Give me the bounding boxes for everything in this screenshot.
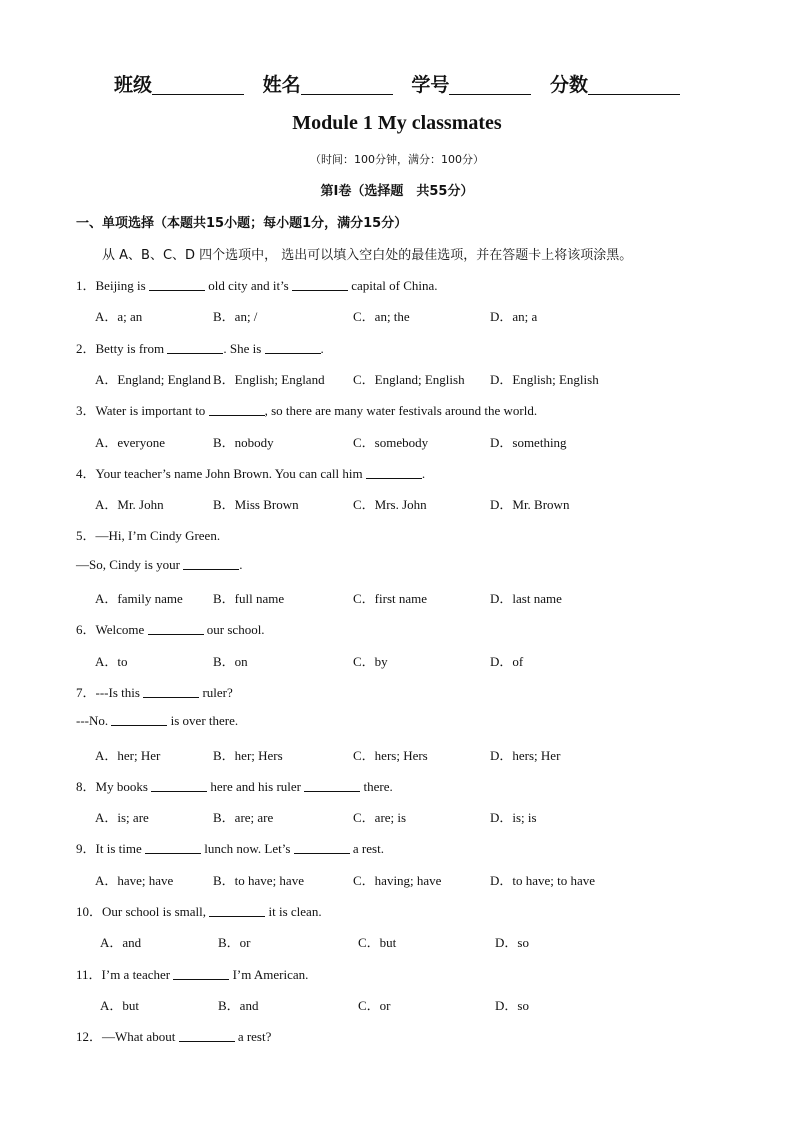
name-label: 姓名 (262, 74, 301, 96)
answer-blank[interactable] (179, 1029, 235, 1042)
stem-text: Water is important to (95, 403, 209, 419)
answer-option-d[interactable]: D．something (490, 434, 567, 450)
stem-text: Welcome (95, 622, 148, 638)
answer-option-a[interactable]: A．everyone (95, 434, 166, 450)
question-stem (76, 525, 220, 544)
score-label: 分数 (549, 74, 588, 96)
answer-option-c[interactable]: C．England; English (353, 371, 465, 387)
student-id-blank[interactable] (449, 74, 531, 95)
answer-option-a[interactable]: A．have; have (95, 872, 174, 888)
answer-blank[interactable] (366, 466, 422, 479)
answer-option-d[interactable]: D．English; English (490, 371, 599, 387)
volume-heading: 第Ⅰ卷（选择题 共55分） (320, 184, 474, 199)
student-id-field (411, 74, 531, 96)
answer-option-c[interactable]: C．by (353, 653, 388, 669)
stem-text: ruler? (199, 684, 233, 700)
answer-option-d[interactable]: D．to have; to have (490, 872, 596, 888)
page-title: Module 1 My classmates (292, 112, 502, 134)
stem-text: . She is (223, 340, 265, 356)
question-number: 3． (76, 403, 96, 419)
score-field (550, 74, 680, 96)
question-number: 11． (76, 966, 102, 982)
question-number: 5． (76, 528, 96, 544)
answer-option-d[interactable]: D．hers; Her (490, 747, 561, 763)
question-number: 4． (76, 465, 96, 481)
question-stem (76, 682, 233, 701)
answer-option-c[interactable]: C．but (358, 935, 397, 951)
answer-option-d[interactable]: D．an; a (490, 309, 538, 325)
answer-blank[interactable] (292, 278, 348, 291)
answer-blank[interactable] (167, 341, 223, 354)
question-number: 9． (76, 841, 96, 857)
question-number: 2． (76, 340, 96, 356)
answer-option-b[interactable]: B．nobody (213, 434, 274, 450)
answer-option-a[interactable]: A．Mr. John (95, 497, 164, 513)
answer-option-c[interactable]: C．are; is (353, 810, 407, 826)
answer-blank[interactable] (209, 403, 265, 416)
question-stem (76, 463, 425, 482)
answer-blank[interactable] (209, 904, 265, 917)
answer-option-b[interactable]: B．on (213, 653, 248, 669)
answer-blank[interactable] (145, 841, 201, 854)
answer-option-a[interactable]: A．her; Her (95, 747, 161, 763)
answer-option-a[interactable]: A．is; are (95, 810, 149, 826)
stem-text: . (421, 465, 426, 481)
score-blank[interactable] (588, 74, 680, 95)
answer-option-a[interactable]: A．and (100, 935, 142, 951)
section-heading: 一、单项选择（本题共15小题；每小题1分，满分15分） (76, 216, 408, 231)
stem-text: , so there are many water festivals around the world. (264, 403, 538, 419)
question-stem (76, 901, 322, 920)
answer-option-b[interactable]: B．her; Hers (213, 747, 283, 763)
answer-blank[interactable] (183, 557, 239, 570)
question-stem (76, 338, 324, 357)
stem-text: a rest? (234, 1029, 272, 1045)
answer-option-b[interactable]: B．or (218, 935, 251, 951)
question-number: 1． (76, 278, 96, 293)
question-number: 7． (76, 684, 96, 700)
answer-option-d[interactable]: D．so (495, 935, 529, 951)
answer-blank[interactable] (143, 685, 199, 698)
question-stem (76, 275, 438, 294)
stem-text: —What about (102, 1029, 179, 1045)
exam-time-info: （时间：100分钟，满分：100分） (310, 153, 484, 166)
stem-text: here and his ruler (207, 778, 305, 794)
answer-option-a[interactable]: A．family name (95, 591, 183, 606)
question-number: 8． (76, 778, 96, 794)
student-id-label: 学号 (411, 74, 450, 96)
question-stem (76, 400, 537, 419)
answer-option-c[interactable]: C．having; have (353, 872, 442, 888)
question-stem (76, 776, 393, 795)
answer-option-a[interactable]: A．a; an (95, 309, 143, 325)
question-number: 10． (76, 904, 103, 919)
stem-text: —So, Cindy is your (76, 556, 184, 572)
answer-blank[interactable] (151, 779, 207, 792)
answer-option-a[interactable]: A．but (100, 997, 140, 1013)
answer-option-b[interactable]: B．and (218, 997, 259, 1013)
section-instruction: 从 A、B、C、D 四个选项中， 选出可以填入空白处的最佳选项，并在答题卡上将该项涂黑。 (102, 248, 633, 263)
class-label: 班级 (114, 74, 153, 96)
stem-text: there. (360, 778, 393, 794)
question-stem-reply (76, 713, 238, 729)
answer-option-b[interactable]: B．full name (213, 591, 285, 606)
answer-blank[interactable] (148, 622, 204, 635)
answer-option-b[interactable]: B．an; / (213, 309, 258, 325)
stem-text: it is clean. (265, 904, 322, 919)
question-number: 12． (76, 1029, 103, 1045)
stem-text: —Hi, I’m Cindy Green. (95, 528, 221, 544)
stem-text: Beijing is (95, 278, 149, 293)
answer-option-c[interactable]: C．an; the (353, 309, 410, 325)
stem-text: ---Is this (95, 684, 144, 700)
question-stem (76, 838, 384, 857)
answer-option-b[interactable]: B．Miss Brown (213, 497, 299, 513)
answer-blank[interactable] (149, 278, 205, 291)
stem-text: Your teacher’s name John Brown. You can call him (95, 465, 366, 481)
answer-option-a[interactable]: A．to (95, 653, 128, 669)
class-blank[interactable] (152, 74, 244, 95)
name-field (263, 74, 393, 96)
answer-option-c[interactable]: C．or (358, 997, 391, 1013)
answer-option-d[interactable]: D．of (490, 653, 524, 669)
answer-blank[interactable] (173, 967, 229, 980)
answer-option-d[interactable]: D．last name (490, 591, 562, 606)
stem-text: lunch now. Let’s (200, 841, 294, 857)
answer-option-d[interactable]: D．is; is (490, 810, 537, 826)
question-stem (76, 964, 308, 983)
answer-option-c[interactable]: C．Mrs. John (353, 497, 427, 513)
student-info-header (0, 70, 794, 97)
stem-text: is over there. (167, 713, 239, 729)
stem-text: a rest. (349, 841, 384, 857)
class-field (114, 74, 244, 96)
name-blank[interactable] (301, 74, 393, 95)
stem-text: My books (95, 778, 152, 794)
stem-text: . (239, 556, 243, 572)
question-stem (76, 619, 265, 638)
stem-text: I’m a teacher (101, 966, 174, 982)
answer-blank[interactable] (111, 713, 167, 726)
answer-blank[interactable] (304, 779, 360, 792)
answer-option-a[interactable]: A．England; England (95, 371, 211, 387)
stem-text: Betty is from (95, 340, 168, 356)
answer-option-c[interactable]: C．somebody (353, 434, 429, 450)
stem-text: our school. (203, 622, 265, 638)
answer-option-b[interactable]: B．to have; have (213, 872, 304, 888)
answer-blank[interactable] (265, 341, 321, 354)
stem-text: Our school is small, (102, 904, 210, 919)
answer-blank[interactable] (294, 841, 350, 854)
answer-option-b[interactable]: B．are; are (213, 810, 274, 826)
answer-option-b[interactable]: B．English; England (213, 371, 325, 387)
stem-text: ---No. (76, 713, 112, 729)
question-number: 6． (76, 622, 96, 638)
question-stem (76, 1026, 271, 1045)
answer-option-c[interactable]: C．first name (353, 591, 428, 606)
stem-text: old city and it’s (204, 278, 292, 293)
answer-option-d[interactable]: D．Mr. Brown (490, 497, 570, 513)
answer-option-c[interactable]: C．hers; Hers (353, 747, 428, 763)
stem-text: It is time (95, 841, 145, 857)
stem-text: . (320, 340, 324, 356)
question-stem-reply (76, 557, 243, 573)
stem-text: capital of China. (348, 278, 438, 293)
answer-option-d[interactable]: D．so (495, 997, 529, 1013)
stem-text: I’m American. (229, 966, 309, 982)
